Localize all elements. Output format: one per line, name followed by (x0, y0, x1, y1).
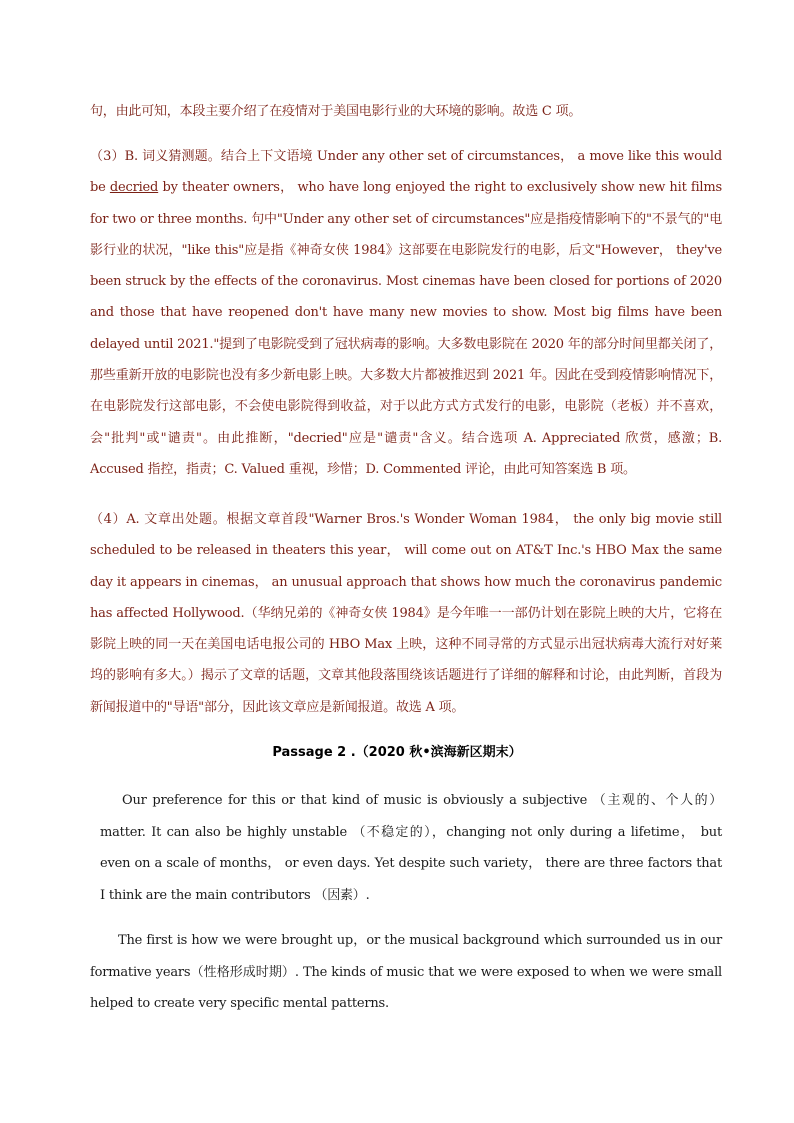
passage-2-paragraph-1: Our preference for this or that kind of music is obviously a subjective （主观的、个人的） matter. It can also be highly unstable （不稳定的），changing not only during a lifetime， but even on a scale of months， or even days. Yet despite such variety， there are three factors that I think are the main contributors （因素）. (100, 793, 722, 903)
passage-2-title: Passage 2 .（2020 秋•滨海新区期末） (272, 745, 522, 760)
answer-q3 (90, 141, 722, 485)
underlined-word-decried: decried (109, 180, 159, 196)
answer-q3-rest: by theater owners， who have long enjoyed the right to exclusively show new hit films for two or three months. 句中"Under any other set of circumstances"应是指疫情影响下的"不景气的"电影行业的状况，"like this"应是指《神奇女侠 1984》这部要在电影院发行的电影，后文"However， they've been struck by the effects of the coronavirus. Most cinemas have been closed for portions of 2020 and those that have reopened don't have many new movies to show. Most big films have been delayed until 2021."提到了电影院受到了冠状病毒的影响。大多数电影院在 2020 年的部分时间里都关闭了，那些重新开放的电影院也没有多少新电影上映。大多数大片都被推迟到 2021 年。因此在受到疫情影响情况下，在电影院发行这部电影，不会使电影院得到收益，对于以此方式方式发行的电影，电影院（老板）并不喜欢，会"批判"或"谴责"。由此推断，"decried"应是"谴责"含义。结合选项 A. Appreciated 欣赏，感激；B. Accused 指控，指责；C. Valued 重视，珍惜；D. Commented 评论，由此可知答案选 B 项。 (90, 180, 722, 477)
answer-intro-line: 句，由此可知，本段主要介绍了在疫情对于美国电影行业的大环境的影响。故选 C 项。 (90, 104, 582, 119)
answer-q3-prefix: （3）B. 词义猜测题。结合上下文语境 Under any other set of circumstances， a move like this would be (90, 149, 722, 196)
answer-q4: （4）A. 文章出处题。根据文章首段"Warner Bros.'s Wonder Woman 1984， the only big movie still scheduled to be released in theaters this year， will come out on AT&T Inc.'s HBO Max the same day it appears in cinemas， an unusual approach that shows how much the coronavirus pandemic has affected Hollywood.（华纳兄弟的《神奇女侠 1984》是今年唯一一部仍计划在影院上映的大片，它将在影院上映的同一天在美国电话电报公司的 HBO Max 上映，这种不同寻常的方式显示出冠状病毒大流行对好莱坞的影响有多大。）揭示了文章的话题，文章其他段落围绕该话题进行了详细的解释和讨论，由此判断，首段为新闻报道中的"导语"部分，因此该文章应是新闻报道。故选 A 项。 (90, 512, 722, 715)
passage-2-paragraph-2: The first is how we were brought up，or the musical background which surrounded us in our formative years（性格形成时期）. The kinds of music that we were exposed to when we were small helped to create very specific mental patterns. (90, 933, 722, 1011)
